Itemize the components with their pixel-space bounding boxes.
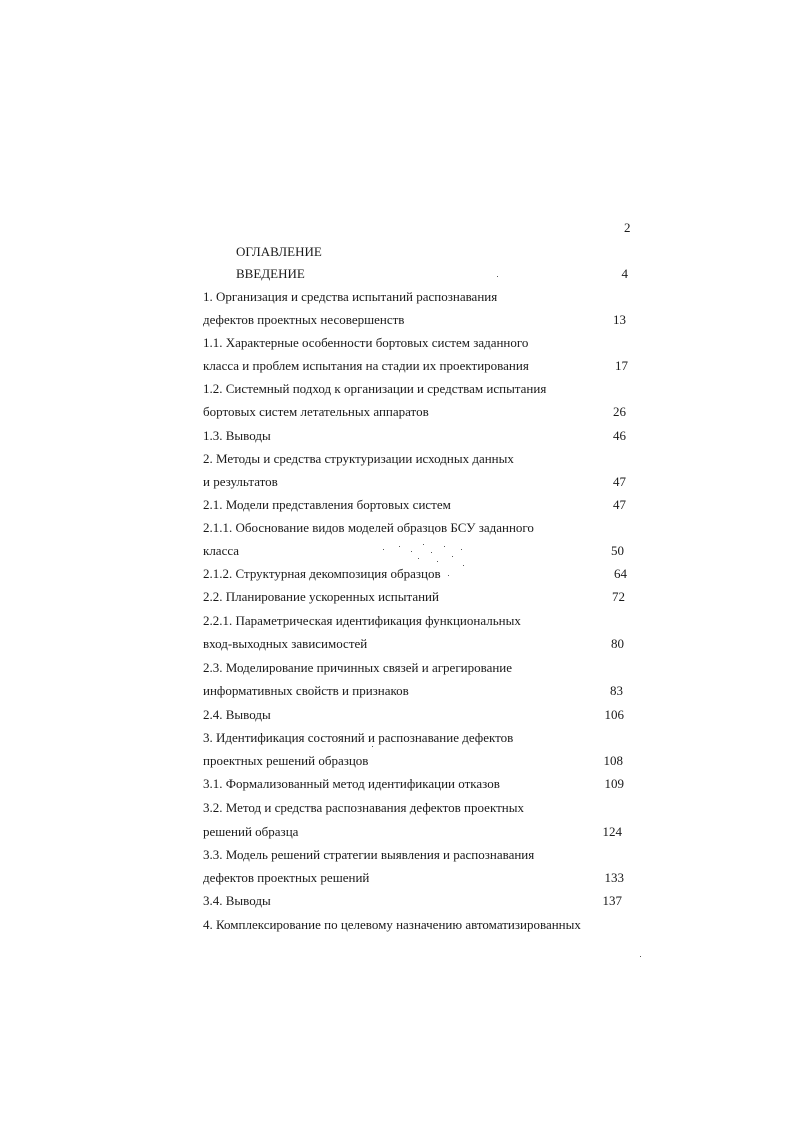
toc-entry-page: 46 xyxy=(613,428,626,443)
toc-entry-page: 83 xyxy=(610,683,623,698)
toc-entry-page: 133 xyxy=(604,870,624,885)
toc-entry-text: 3.4. Выводы xyxy=(203,893,271,908)
toc-entry-page: 4 xyxy=(621,266,628,281)
toc-entry-text: дефектов проектных решений xyxy=(203,870,370,885)
toc-entry-page: 50 xyxy=(611,543,624,558)
toc-entry-text: решений образца xyxy=(203,824,299,839)
toc-entry-text: ВВЕДЕНИЕ xyxy=(236,266,305,281)
toc-entry-text: 1. Организация и средства испытаний распознавания xyxy=(203,289,498,304)
toc-entry-page: 106 xyxy=(604,707,624,722)
toc-entry-text: 2.3. Моделирование причинных связей и агрегирование xyxy=(203,660,513,675)
toc-entry-page: 26 xyxy=(613,404,626,419)
toc-entry-page: 80 xyxy=(611,636,624,651)
toc-entry-text: вход-выходных зависимостей xyxy=(203,636,368,651)
toc-entry-text: 2.1.2. Структурная декомпозиция образцов xyxy=(203,566,441,581)
toc-entry-text: 2.1. Модели представления бортовых систем xyxy=(203,497,451,512)
toc-entry-page: 13 xyxy=(613,312,626,327)
toc-entry-page: 72 xyxy=(612,589,625,604)
page-number: 2 xyxy=(624,220,631,235)
toc-entry-page: 17 xyxy=(615,358,628,373)
toc-entry-text: класса и проблем испытания на стадии их проектирования xyxy=(203,358,529,373)
toc-entry-text: проектных решений образцов xyxy=(203,753,369,768)
toc-entry-text: класса xyxy=(203,543,240,558)
toc-entry-text: 1.2. Системный подход к организации и средствам испытания xyxy=(203,381,547,396)
toc-entry-text: информативных свойств и признаков xyxy=(203,683,409,698)
toc-entry-text: 4. Комплексирование по целевому назначению автоматизированных xyxy=(203,917,581,932)
toc-entry-text: 2.2. Планирование ускоренных испытаний xyxy=(203,589,439,604)
toc-entry-page: 108 xyxy=(603,753,623,768)
toc-entry-text: 3.3. Модель решений стратегии выявления и распознавания xyxy=(203,847,535,862)
toc-entry-text: 2.1.1. Обоснование видов моделей образцов БСУ заданного xyxy=(203,520,534,535)
toc-entry-text: 1.1. Характерные особенности бортовых систем заданного xyxy=(203,335,529,350)
toc-entry-text: 3.2. Метод и средства распознавания дефектов проектных xyxy=(203,800,524,815)
toc-entry-text: и результатов xyxy=(203,474,278,489)
toc-entry-page: 47 xyxy=(613,474,626,489)
toc-heading: ОГЛАВЛЕНИЕ xyxy=(236,244,322,259)
toc-entry-text: 2.4. Выводы xyxy=(203,707,271,722)
toc-entry-text: бортовых систем летательных аппаратов xyxy=(203,404,429,419)
toc-entry-text: 2.2.1. Параметрическая идентификация функциональных xyxy=(203,613,521,628)
toc-entry-page: 64 xyxy=(614,566,627,581)
toc-entry-page: 109 xyxy=(604,776,624,791)
toc-entry-page: 47 xyxy=(613,497,626,512)
toc-entry-text: 1.3. Выводы xyxy=(203,428,271,443)
toc-entry-page: 137 xyxy=(602,893,622,908)
toc-entry-text: дефектов проектных несовершенств xyxy=(203,312,405,327)
toc-entry-text: 3.1. Формализованный метод идентификации отказов xyxy=(203,776,500,791)
toc-entry-page: 124 xyxy=(602,824,622,839)
toc-entry-text: 2. Методы и средства структуризации исходных данных xyxy=(203,451,514,466)
toc-entry-text: 3. Идентификация состояний и распознавание дефектов xyxy=(203,730,514,745)
